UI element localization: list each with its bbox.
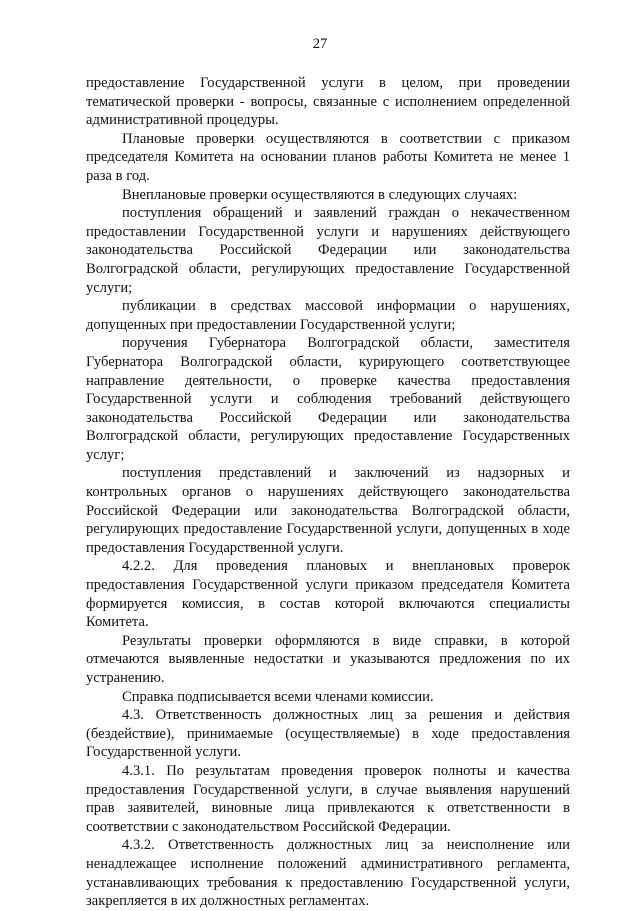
paragraph: поручения Губернатора Волгоградской области, заместителя Губернатора Волгоградской области, курирующего соответствующее направление деятельности, о проверке качества предоставления Государственной услуги и соблюдения требований действующего законодательства Российской Федерации или законодательства Волгоградской области, регулирующих предоставление Государственных услуг;	[86, 335, 570, 463]
paragraph: Справка подписывается всеми членами комиссии.	[122, 688, 434, 705]
paragraph: 4.3.2. Ответственность должностных лиц за неисполнение или ненадлежащее исполнение положений административного регламента, устанавливающих требования к предоставлению Государственной услуги, закрепляется в их должностных регламентах.	[86, 837, 570, 910]
paragraph: поступления обращений и заявлений граждан о некачественном предоставлении Государственной услуги и нарушениях действующего законодательства Российской Федерации или законодательства Волгоградской области, регулирующих предоставление Государственной услуги;	[86, 205, 570, 296]
paragraph: 4.3. Ответственность должностных лиц за решения и действия (бездействие), принимаемые (осуществляемые) в ходе предоставления Государственной услуги.	[86, 707, 570, 761]
document-body	[86, 74, 570, 911]
paragraph: 4.2.2. Для проведения плановых и внеплановых проверок предоставления Государственной услуги приказом председателя Комитета формируется комиссия, в состав которой включаются специалисты Комитета.	[86, 558, 570, 631]
paragraph: Плановые проверки осуществляются в соответствии с приказом председателя Комитета на основании планов работы Комитета не менее 1 раза в год.	[86, 130, 570, 184]
paragraph: 4.3.1. По результатам проведения проверок полноты и качества предоставления Государственной услуги, в случае выявления нарушений прав заявителей, виновные лица привлекаются к ответственности в соответствии с законодательством Российской Федерации.	[86, 762, 570, 835]
page-number: 27	[312, 36, 328, 52]
paragraph: поступления представлений и заключений из надзорных и контрольных органов о нарушениях действующего законодательства Российской Федерации или законодательства Волгоградской области, регулирующих предоставление Государственной услуги, допущенных в ходе предоставления Государственной услуги.	[86, 465, 570, 556]
paragraph: Внеплановые проверки осуществляются в следующих случаях:	[122, 186, 518, 203]
paragraph: предоставление Государственной услуги в целом, при проведении тематической проверки - вопросы, связанные с исполнением определенной административной процедуры.	[86, 75, 570, 129]
paragraph: публикации в средствах массовой информации о нарушениях, допущенных при предоставлении Государственной услуги;	[86, 298, 570, 333]
paragraph: Результаты проверки оформляются в виде справки, в которой отмечаются выявленные недостатки и указываются предложения по их устранению.	[86, 632, 570, 686]
